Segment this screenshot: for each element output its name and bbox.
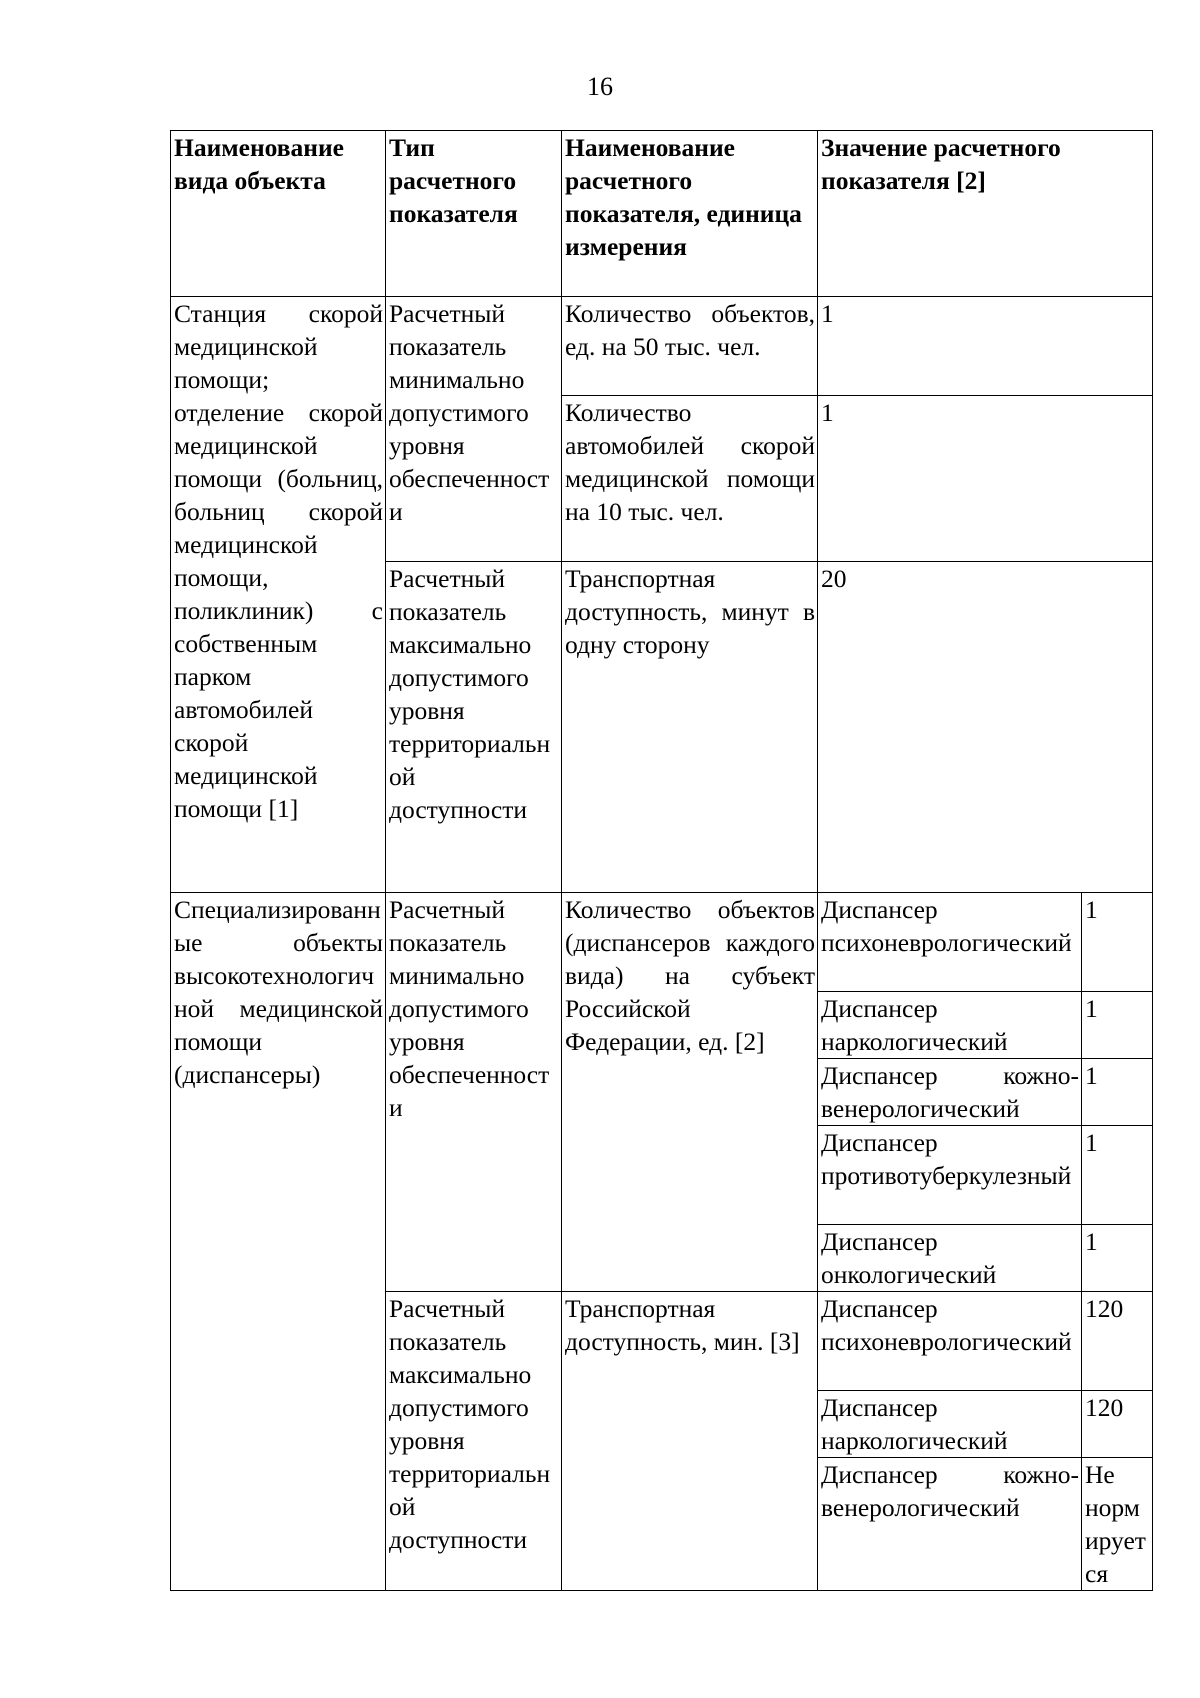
- dispensary-kind: Диспансер наркологический: [818, 1391, 1082, 1458]
- indicator-type-max-ambulance: Расчетный показатель максимально допустимого уровня территориальной доступности: [386, 562, 562, 893]
- header-indicator-value: Значение расчетного показателя [2]: [818, 131, 1153, 297]
- dispensary-kind: Диспансер противотуберкулезный: [818, 1126, 1082, 1225]
- indicator-name-dispensary-count: Количество объектов (диспансеров каждого вида) на субъект Российской Федерации, ед. [2]: [562, 893, 818, 1292]
- indicator-name-transport-access: Транспортная доступность, минут в одну сторону: [562, 562, 818, 893]
- header-object-type: Наименование вида объекта: [171, 131, 386, 297]
- indicator-value-facilities: 1: [818, 297, 1153, 396]
- dispensary-kind: Диспансер кожно-венерологический: [818, 1458, 1082, 1591]
- indicator-name-vehicles: Количество автомобилей скорой медицинской помощи на 10 тыс. чел.: [562, 396, 818, 562]
- indicators-table: [170, 130, 1153, 1591]
- dispensary-kind: Диспансер онкологический: [818, 1225, 1082, 1292]
- object-type-ambulance: Станция скорой медицинской помощи; отделение скорой медицинской помощи (больниц, больниц скорой медицинской помощи, поликлиник) с собственным парком автомобилей скорой медицинской помощи [1]: [171, 297, 386, 893]
- dispensary-kind: Диспансер кожно-венерологический: [818, 1059, 1082, 1126]
- dispensary-value: 1: [1082, 992, 1153, 1059]
- header-indicator-type: Тип расчетного показателя: [386, 131, 562, 297]
- dispensary-value: 1: [1082, 1126, 1153, 1225]
- dispensary-value: Не нормируется: [1082, 1458, 1153, 1591]
- indicator-name-facilities: Количество объектов, ед. на 50 тыс. чел.: [562, 297, 818, 396]
- dispensary-kind: Диспансер психоневрологический: [818, 1292, 1082, 1391]
- indicator-value-transport-access: 20: [818, 562, 1153, 893]
- indicator-type-min-dispensary: Расчетный показатель минимально допустимого уровня обеспеченности: [386, 893, 562, 1292]
- dispensary-value: 120: [1082, 1391, 1153, 1458]
- dispensary-value: 1: [1082, 893, 1153, 992]
- table-row: [171, 297, 1153, 396]
- page-number: 16: [587, 72, 613, 101]
- indicator-type-min-ambulance: Расчетный показатель минимально допустимого уровня обеспеченности: [386, 297, 562, 562]
- table-row: [171, 893, 1153, 992]
- indicator-name-dispensary-access: Транспортная доступность, мин. [3]: [562, 1292, 818, 1591]
- indicator-type-max-dispensary: Расчетный показатель максимально допустимого уровня территориальной доступности: [386, 1292, 562, 1591]
- header-indicator-name: Наименование расчетного показателя, единица измерения: [562, 131, 818, 297]
- object-type-dispensary: Специализированные объекты высокотехнологичной медицинской помощи (диспансеры): [171, 893, 386, 1591]
- dispensary-value: 1: [1082, 1059, 1153, 1126]
- dispensary-value: 1: [1082, 1225, 1153, 1292]
- dispensary-value: 120: [1082, 1292, 1153, 1391]
- dispensary-kind: Диспансер наркологический: [818, 992, 1082, 1059]
- dispensary-kind: Диспансер психоневрологический: [818, 893, 1082, 992]
- indicator-value-vehicles: 1: [818, 396, 1153, 562]
- table-header-row: [171, 131, 1153, 297]
